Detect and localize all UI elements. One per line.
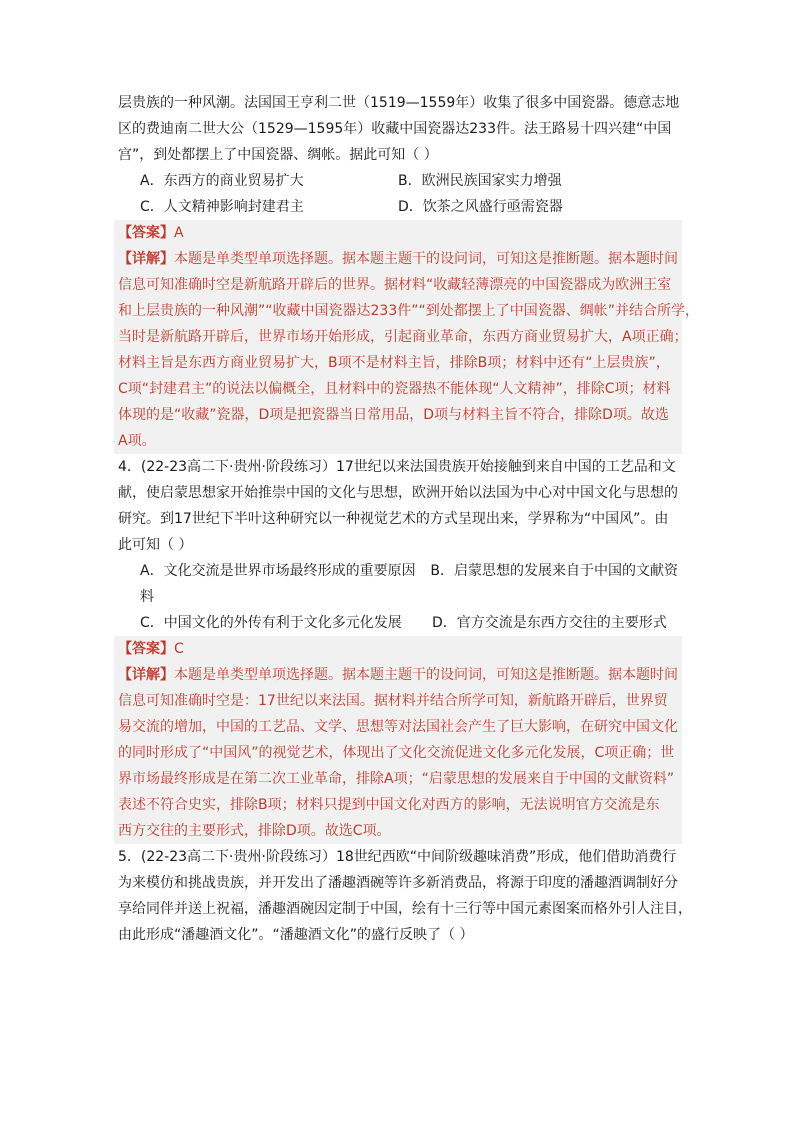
answer-value: C [174, 641, 184, 657]
question-options [118, 168, 678, 220]
question-stem-line: 由此形成“潘趣酒文化”。“潘趣酒文化”的盛行反映了（ ） [118, 927, 474, 943]
explanation-line: 和上层贵族的一种风潮”“收藏中国瓷器达233件”“到处都摆上了中国瓷器、绸帐”并结合所学， [118, 303, 699, 319]
explanation-text: 本题是单类型单项选择题。据本题主题干的设问词，可知这是推断题。据本题时间 [174, 251, 678, 267]
explanation-text: 本题是单类型单项选择题。据本题主题干的设问词，可知这是推断题。据本题时间 [174, 667, 678, 683]
answer-tag: 【答案】 [118, 641, 174, 657]
explanation-line: 当时是新航路开辟后，世界市场开始形成，引起商业革命，东西方商业贸易扩大，A项正确； [118, 329, 688, 345]
question-stem-line: 区的费迪南二世大公（1529—1595年）收藏中国瓷器达233件。法王路易十四兴建“中国 [118, 121, 672, 137]
explanation-line: 材料主旨是东西方商业贸易扩大，B项不是材料主旨，排除B项；材料中还有“上层贵族”， [118, 355, 670, 371]
question-stem-line: 宫”，到处都摆上了中国瓷器、绸帐。据此可知（ ） [118, 147, 438, 163]
explanation-line: 界市场最终形成是在第二次工业革命，排除A项；“启蒙思想的发展来自于中国的文献资料” [118, 771, 675, 787]
answer-block [114, 636, 682, 844]
answer-value: A [174, 225, 184, 241]
answer-block [114, 220, 699, 454]
explanation-line: 表述不符合史实，排除B项；材料只提到中国文化对西方的影响，无法说明官方交流是东 [118, 797, 660, 813]
question-stem-line: 献，使启蒙思想家开始推崇中国的文化与思想，欧洲开始以法国为中心对中国文化与思想的 [118, 485, 678, 501]
question-options [118, 558, 678, 636]
explanation-line: 信息可知准确时空是新航路开辟后的世界。据材料“收藏轻薄漂亮的中国瓷器成为欧洲王室 [118, 277, 672, 293]
question-stem-line: 享给同伴并送上祝福，潘趣酒碗因定制于中国，绘有十三行等中国元素图案而格外引人注目， [118, 901, 692, 917]
explanation-line: C项“封建君主”的说法以偏概全，且材料中的瓷器热不能体现“人文精神”，排除C项；材料 [118, 381, 671, 397]
explain-tag: 【详解】 [118, 251, 174, 267]
option-c: C．中国文化的外传有利于文化多元化发展 [140, 615, 402, 631]
explanation [118, 246, 699, 454]
explanation-line: 的同时形成了“中国风”的视觉艺术，体现出了文化交流促进文化多元化发展，C项正确；世 [118, 745, 675, 761]
option-b: B．欧洲民族国家实力增强 [398, 173, 562, 189]
explanation-line [118, 662, 682, 688]
question-4 [118, 454, 678, 844]
question-stem-line: 研究。到17世纪下半叶这种研究以一种视觉艺术的方式呈现出来，学界称为“中国风”。由 [118, 511, 669, 527]
question-stem-line: 4．(22-23高二下·贵州·阶段练习）17世纪以来法国贵族开始接触到来自中国的工艺品和文 [118, 459, 676, 475]
answer-line [118, 220, 682, 246]
answer-tag: 【答案】 [118, 225, 174, 241]
option-d: D．官方交流是东西方交往的主要形式 [432, 615, 667, 631]
question-stem-line: 层贵族的一种风潮。法国国王亨利二世（1519—1559年）收集了很多中国瓷器。德意志地 [118, 95, 680, 111]
explanation-line: 信息可知准确时空是：17世纪以来法国。据材料并结合所学可知，新航路开辟后，世界贸 [118, 693, 668, 709]
explanation [118, 662, 682, 844]
option-a: A．文化交流是世界市场最终形成的重要原因 [140, 563, 416, 579]
explanation-line: A项。 [118, 433, 156, 449]
option-a: A．东西方的商业贸易扩大 [140, 173, 304, 189]
option-b-continued: 料 [140, 589, 154, 605]
explanation-line: 西方交往的主要形式，排除D项。故选C项。 [118, 823, 391, 839]
question-stem-line: 5．(22-23高二下·贵州·阶段练习）18世纪西欧“中间阶级趣味消费”形成，他们借助消费行 [118, 849, 677, 865]
question-3 [118, 90, 699, 454]
explanation-line: 体现的是“收藏”瓷器，D项是把瓷器当日常用品，D项与材料主旨不符合，排除D项。故选 [118, 407, 669, 423]
option-b: B．启蒙思想的发展来自于中国的文献资 [430, 563, 678, 579]
option-c: C．人文精神影响封建君主 [140, 199, 304, 215]
question-stem-line: 为来模仿和挑战贵族，并开发出了潘趣酒碗等许多新消费品，将源于印度的潘趣酒调制好分 [118, 875, 678, 891]
option-d: D．饮茶之风盛行亟需瓷器 [398, 199, 563, 215]
explanation-line: 易交流的增加，中国的工艺品、文学、思想等对法国社会产生了巨大影响，在研究中国文化 [118, 719, 678, 735]
explain-tag: 【详解】 [118, 667, 174, 683]
question-stem-line: 此可知（ ） [118, 537, 193, 553]
explanation-line [118, 246, 682, 272]
question-5 [118, 844, 692, 948]
page-content [118, 90, 699, 948]
answer-line [118, 636, 682, 662]
